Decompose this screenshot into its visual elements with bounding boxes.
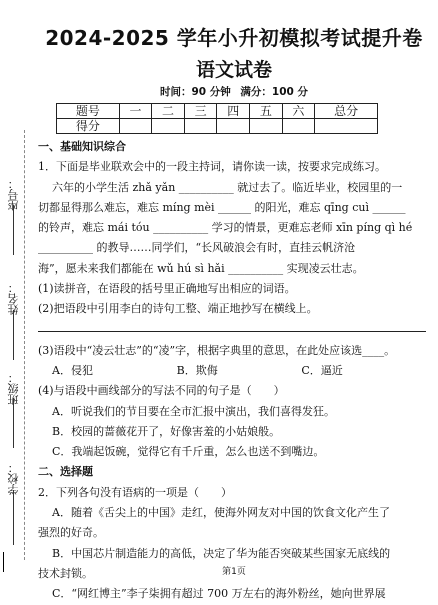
score-cell-header: 四 <box>217 104 250 119</box>
score-cell-header: 五 <box>250 104 283 119</box>
score-cell-header: 三 <box>184 104 217 119</box>
score-table <box>56 103 378 134</box>
option-c[interactable]: C．逼近 <box>301 363 343 377</box>
score-cell-header: 二 <box>152 104 185 119</box>
page-number: 第1页 <box>222 567 246 577</box>
score-table-score-row <box>57 119 378 134</box>
option-b[interactable]: B．欺侮 <box>176 363 218 377</box>
score-cell[interactable] <box>184 119 217 134</box>
option-c[interactable]: C．我端起饭碗，觉得它有千斤重，怎么也送不到嘴边。 <box>52 445 325 459</box>
section-heading-choice: 二、选择题 <box>38 465 93 479</box>
question-1-sub-3: (3)语段中“凌云壮志”的“凌”字，根据字典里的意思，在此处应该选____。 <box>38 343 396 357</box>
seat-number-label: 座号： <box>7 178 20 211</box>
option-a[interactable]: A．侵犯 <box>52 363 93 377</box>
question-1-sub-1: (1)读拼音，在语段的括号里正确地写出相应的词语。 <box>38 282 296 296</box>
passage-line: 切都显得那么难忘，难忘 míng mèi ______ 的阳光，难忘 qīng cuì ______ <box>38 200 406 214</box>
score-cell[interactable] <box>315 119 378 134</box>
section-heading-basic: 一、基础知识综合 <box>38 140 126 153</box>
name-label: 姓名： <box>7 282 20 315</box>
passage-line: 六年的小学生活 zhǎ yǎn __________ 就过去了。临近毕业，校园里的一 <box>52 180 403 194</box>
exam-subtitle: 语文试卷 <box>195 59 272 81</box>
score-table-header-row <box>57 104 378 119</box>
score-cell[interactable] <box>250 119 283 134</box>
option-a[interactable]: A．听说我们的节目要在全市汇报中演出，我们喜得发狂。 <box>52 404 335 418</box>
school-blank[interactable] <box>13 490 14 545</box>
binding-dashed-line <box>24 130 25 560</box>
score-cell[interactable] <box>217 119 250 134</box>
class-blank[interactable] <box>13 398 14 448</box>
option-a[interactable]: A．随着《舌尖上的中国》走红，使海外网友对中国的饮食文化产生了 <box>52 506 390 520</box>
score-cell-header: 题号 <box>57 104 120 119</box>
seat-number-blank[interactable] <box>13 205 14 255</box>
score-cell[interactable] <box>152 119 185 134</box>
option-b[interactable]: B．中国芯片制造能力的高低，决定了华为能否突破某些国家无底线的 <box>52 546 391 560</box>
question-1-sub-4: (4)与语段中画线部分的写法不同的句子是（ ） <box>38 384 285 398</box>
passage-line: 海”，愿未来我们都能在 wǔ hú sì hǎi __________ 实现凌云壮志。 <box>38 261 364 275</box>
question-1-sub-2: (2)把语段中引用李白的诗句工整、端正地抄写在横线上。 <box>38 302 318 316</box>
binding-strip <box>0 0 30 579</box>
name-blank[interactable] <box>13 310 14 360</box>
option-a-continued: 强烈的好奇。 <box>38 526 104 540</box>
passage-line: __________ 的教导……同学们，“长风破浪会有时，直挂云帆济沧 <box>38 241 356 255</box>
question-1-sub-3-options <box>38 361 426 381</box>
question-1-prompt: 1．下面是毕业联欢会中的一段主持词，请你读一读，按要求完成练习。 <box>38 160 386 174</box>
exam-content <box>38 137 426 605</box>
class-label: 班级： <box>7 372 20 405</box>
score-cell[interactable] <box>282 119 315 134</box>
option-b-continued: 技术封锁。 <box>38 566 93 580</box>
score-row-label: 得分 <box>57 119 120 134</box>
exam-time: 时间：90 分钟 <box>159 86 231 98</box>
score-cell-header: 总分 <box>315 104 378 119</box>
school-label: 学校： <box>7 462 20 495</box>
option-c[interactable]: C．“网红博主”李子柒拥有超过 700 万左右的海外粉丝，她向世界展 <box>52 587 386 601</box>
poem-copy-line[interactable] <box>38 330 426 332</box>
exam-meta <box>30 84 438 99</box>
exam-title: 2024-2025 学年小升初模拟考试提升卷 <box>45 26 423 50</box>
passage-line: 的铃声，难忘 mái tóu __________ 学习的情景，更难忘老师 xīn píng qì hé <box>38 221 413 235</box>
question-2-prompt: 2．下列各句没有语病的一项是（ ） <box>38 485 232 499</box>
score-cell-header: 六 <box>282 104 315 119</box>
text-cursor <box>3 552 4 572</box>
score-cell[interactable] <box>119 119 152 134</box>
score-cell-header: 一 <box>119 104 152 119</box>
exam-full-score: 满分：100 分 <box>240 86 308 98</box>
option-b[interactable]: B．校园的蔷薇花开了，好像害羞的小姑娘般。 <box>52 424 281 438</box>
